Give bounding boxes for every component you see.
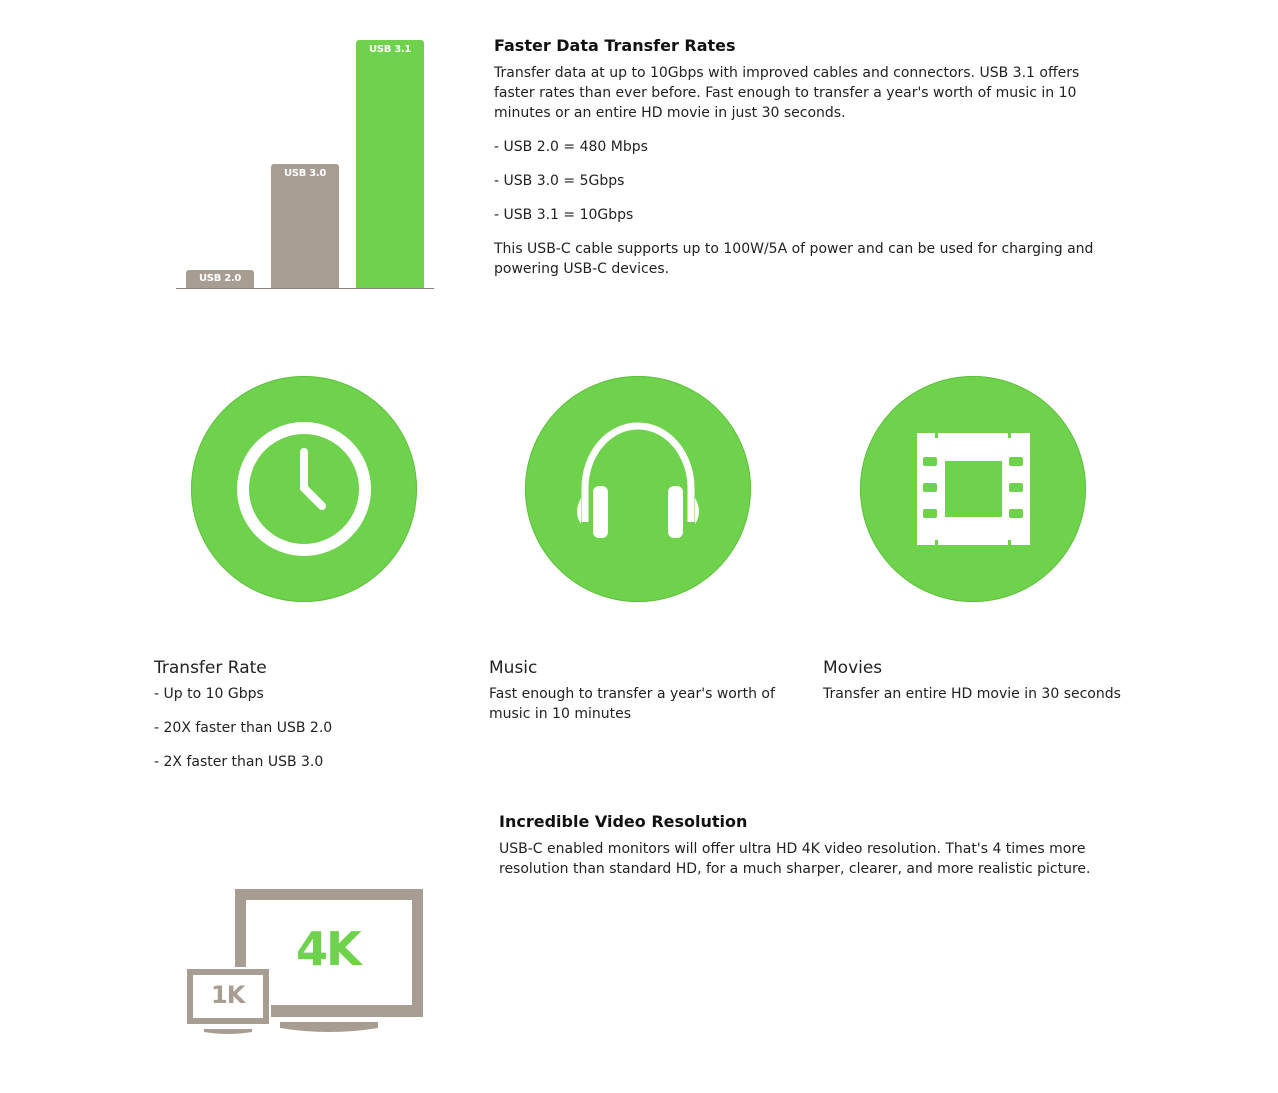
feature-title-transfer-rate: Transfer Rate <box>154 658 267 678</box>
rate-item-usb-3-1: - USB 3.1 = 10Gbps <box>494 207 634 223</box>
feature-line: - Up to 10 Gbps <box>154 686 264 702</box>
feature-music <box>489 658 794 724</box>
speed-intro-text: Transfer data at up to 10Gbps with improved cables and connectors. USB 3.1 offers faster rates than ever before. Fast enough to transfer a year's worth of music in 10 minutes or an entire HD movie in just 30 seconds. <box>494 65 1080 121</box>
video-body-text: USB-C enabled monitors will offer ultra HD 4K video resolution. That's 4 times more resolution than standard HD, for a much sharper, clearer, and more realistic picture. <box>499 841 1091 877</box>
speed-section-title: Faster Data Transfer Rates <box>494 36 736 55</box>
film-strip-icon <box>860 376 1086 602</box>
video-text-block <box>499 812 1109 879</box>
headphones-icon <box>525 376 751 602</box>
speed-text-block <box>494 36 1109 279</box>
feature-title-movies: Movies <box>823 658 883 678</box>
feature-line: - 20X faster than USB 2.0 <box>154 720 333 736</box>
bar-label-usb-3-1: USB 3.1 <box>368 44 412 55</box>
monitor-illustration <box>180 880 440 1050</box>
bar-usb-3-1 <box>356 40 424 288</box>
chart-baseline <box>176 288 434 289</box>
clock-icon <box>191 376 417 602</box>
label-1k: 1K <box>211 981 245 1009</box>
feature-title-music: Music <box>489 658 538 678</box>
feature-circle-transfer-rate <box>191 376 417 602</box>
rate-item-usb-3-0: - USB 3.0 = 5Gbps <box>494 173 625 189</box>
label-4k: 4K <box>296 922 360 976</box>
feature-circle-music <box>525 376 751 602</box>
feature-transfer-rate <box>154 658 464 772</box>
feature-movies <box>823 658 1123 704</box>
feature-line: Transfer an entire HD movie in 30 seconds <box>823 686 1121 702</box>
bar-label-usb-3-0: USB 3.0 <box>283 168 327 179</box>
bar-usb-2-0 <box>186 270 254 288</box>
speed-chart <box>0 0 480 300</box>
rate-item-usb-2-0: - USB 2.0 = 480 Mbps <box>494 139 648 155</box>
video-section-title: Incredible Video Resolution <box>499 812 748 831</box>
bar-usb-3-0 <box>271 164 339 288</box>
feature-line: Fast enough to transfer a year's worth of music in 10 minutes <box>489 686 775 722</box>
bar-label-usb-2-0: USB 2.0 <box>198 273 242 284</box>
power-note-text: This USB-C cable supports up to 100W/5A of power and can be used for charging and powering USB-C devices. <box>494 241 1094 277</box>
feature-line: - 2X faster than USB 3.0 <box>154 754 324 770</box>
feature-circle-movies <box>860 376 1086 602</box>
